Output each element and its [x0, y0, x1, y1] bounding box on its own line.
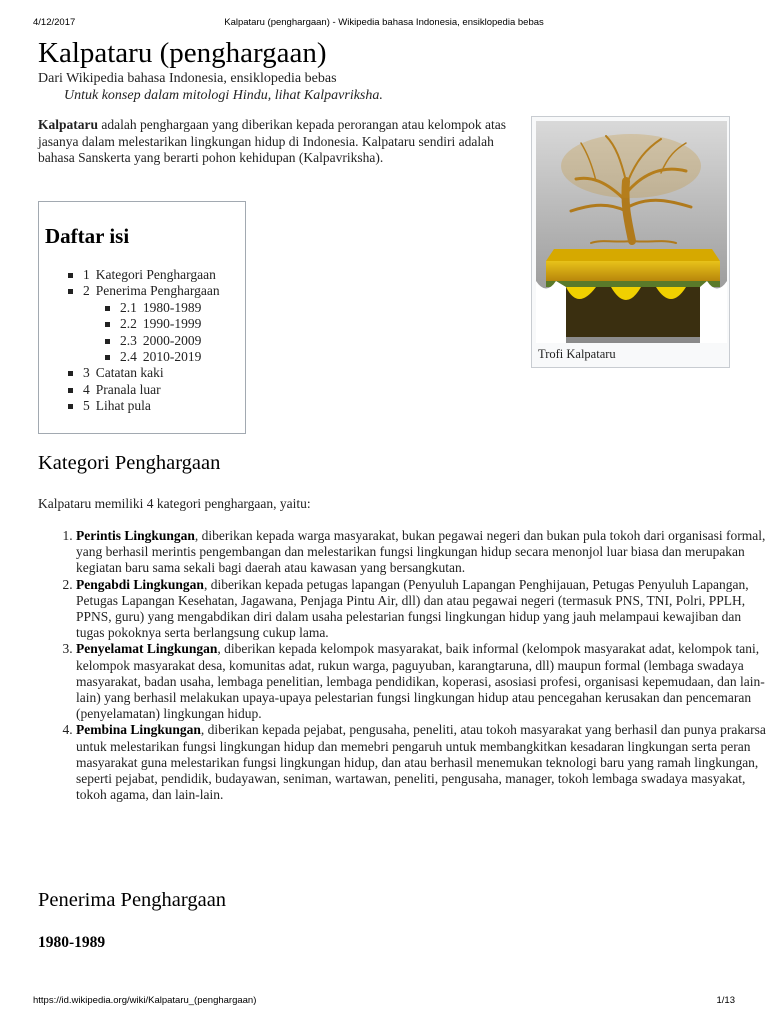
intro-text: adalah penghargaan yang diberikan kepada perorangan atau kelompok atas jasanya dalam melestarikan lingkungan hidup di Indonesia. Kalpataru sendiri adalah bahasa Sanskerta yang berarti pohon kehidupan (Kalpavriksha).	[38, 117, 506, 165]
kategori-text: , diberikan kepada kelompok masyarakat, baik informal (kelompok masyarakat adat, kelompok tani, kelompok masyarakat desa, komunitas adat, rukun warga, paguyuban, karangtaruna, dll) maupun formal (lembaga swadaya masyarakat, badan usaha, lembaga penelitian, lembaga pendidikan, koperasi, asosiasi profesi, organisasi kepemudaan, dan lain-lain) yang berhasil melakukan upaya-upaya pelestarian fungsi lingkungan hidup atau pencegahan kerusakan dan pencemaran (penyelamatan) lingkungan hidup.	[76, 641, 765, 722]
bullet-icon	[105, 339, 110, 344]
toc-label: Lihat pula	[95, 398, 151, 414]
list-item	[76, 722, 766, 803]
toc-item-lihat[interactable]	[66, 398, 220, 414]
toc-item-1990[interactable]	[103, 316, 220, 332]
bullet-icon	[68, 388, 73, 393]
toc-label: Pranala luar	[95, 381, 161, 397]
print-date: 4/12/2017	[33, 17, 76, 28]
kategori-term: Perintis Lingkungan	[76, 528, 195, 543]
bullet-icon	[68, 289, 73, 294]
print-title: Kalpataru (penghargaan) - Wikipedia bahasa Indonesia, ensiklopedia bebas	[224, 17, 544, 28]
toc-label: Penerima Penghargaan	[95, 283, 220, 299]
kategori-text: , diberikan kepada warga masyarakat, bukan pegawai negeri dan bukan pula tokoh dari organisasi formal, yang berhasil merintis pengembangan dan melestarikan fungsi lingkungan hidup secara menonjol luar biasa dan merupakan kegiatan baru sama sekali bagi daerah atau kawasan yang bersangkutan.	[76, 528, 766, 576]
table-of-contents	[38, 201, 246, 434]
toc-item-2000[interactable]	[103, 333, 220, 349]
toc-label: Catatan kaki	[95, 365, 164, 381]
toc-item-kategori[interactable]	[66, 267, 220, 283]
toc-label: 1990-1999	[142, 316, 202, 332]
toc-label: Kategori Penghargaan	[95, 267, 216, 282]
bullet-icon	[68, 273, 73, 278]
image-caption: Trofi Kalpataru	[538, 347, 616, 361]
toc-item-pranala[interactable]	[66, 382, 220, 398]
site-subtitle: Dari Wikipedia bahasa Indonesia, ensiklopedia bebas	[38, 71, 337, 86]
toc-label: 1980-1989	[142, 299, 202, 315]
toc-number: 2.3	[120, 332, 137, 348]
kategori-text: , diberikan kepada pejabat, pengusaha, peneliti, atau tokoh masyarakat yang berhasil dan punya prakarsa untuk melestarikan fungsi lingkungan hidup dan memebri pengaruh untuk membangkitkan kesadaran lingkungan serta peran masyarakat guna melestarikan fungsi lingkungan hidup, dan atau berhasil menemukan teknologi baru yang ramah lingkungan, seperti pejabat, pendidik, budayawan, seniman, wartawan, peneliti, pengusaha, manager, tokoh lembaga swadaya masyakat, tokoh agama, dan lain-lain.	[76, 722, 766, 803]
toc-item-1980[interactable]	[103, 300, 220, 316]
toc-item-catatan[interactable]	[66, 365, 220, 381]
page-title: Kalpataru (penghargaan)	[38, 37, 327, 69]
intro-paragraph	[38, 117, 508, 167]
toc-number: 1	[83, 267, 90, 282]
kategori-lead: Kalpataru memiliki 4 kategori penghargaan, yaitu:	[38, 496, 311, 511]
infobox-image[interactable]	[531, 116, 730, 368]
toc-item-penerima[interactable]	[66, 283, 220, 365]
toc-number: 2	[83, 283, 90, 299]
toc-list	[66, 267, 220, 415]
subsection-heading-1980: 1980-1989	[38, 934, 106, 951]
bullet-icon	[105, 355, 110, 360]
bullet-icon	[68, 371, 73, 376]
toc-item-2010[interactable]	[103, 349, 220, 365]
intro-term: Kalpataru	[38, 117, 99, 132]
list-item	[76, 641, 766, 722]
kategori-text: , diberikan kepada petugas lapangan (Penyuluh Lapangan Penghijauan, Petugas Penyuluh Lapangan, Petugas Lapangan Kesehatan, Jagawana, Penjaga Pintu Air, dll) dan atau pegawai negeri (termasuk PNS, TNI, Polri, PPLH, PPNS, guru) yang mengabdikan diri dalam usaha pelestarian fungsi lingkungan hidup yang jauh melampaui kewajiban dan tugas pokoknya serta berlangsung cukup lama.	[76, 576, 749, 641]
bullet-icon	[105, 306, 110, 311]
toc-number: 4	[83, 381, 90, 397]
print-footer	[0, 995, 768, 1009]
article-content	[38, 36, 766, 951]
toc-number: 5	[83, 398, 90, 414]
toc-label: 2010-2019	[142, 349, 202, 365]
kategori-term: Pengabdi Lingkungan	[76, 576, 204, 592]
print-header	[0, 17, 768, 31]
hatnote[interactable]: Untuk konsep dalam mitologi Hindu, lihat Kalpavriksha.	[64, 88, 383, 103]
kategori-term: Penyelamat Lingkungan	[76, 641, 218, 657]
toc-number: 2.2	[120, 316, 137, 332]
toc-number: 3	[83, 365, 90, 381]
trophy-image[interactable]	[536, 121, 727, 343]
toc-sublist	[103, 300, 220, 366]
page-number: 1/13	[716, 995, 735, 1006]
toc-number: 2.4	[120, 349, 137, 365]
section-heading-kategori: Kategori Penghargaan	[38, 452, 221, 474]
bullet-icon	[68, 404, 73, 409]
bullet-icon	[105, 322, 110, 327]
trophy-picture	[536, 121, 727, 343]
list-item	[76, 528, 766, 577]
toc-title: Daftar isi	[45, 224, 130, 248]
toc-number: 2.1	[120, 299, 137, 315]
list-item	[76, 577, 766, 642]
kategori-term: Pembina Lingkungan	[76, 722, 201, 738]
section-heading-penerima: Penerima Penghargaan	[38, 889, 227, 911]
toc-label: 2000-2009	[142, 332, 202, 348]
print-url: https://id.wikipedia.org/wiki/Kalpataru_(penghargaan)	[33, 995, 257, 1006]
kategori-list	[38, 528, 766, 803]
